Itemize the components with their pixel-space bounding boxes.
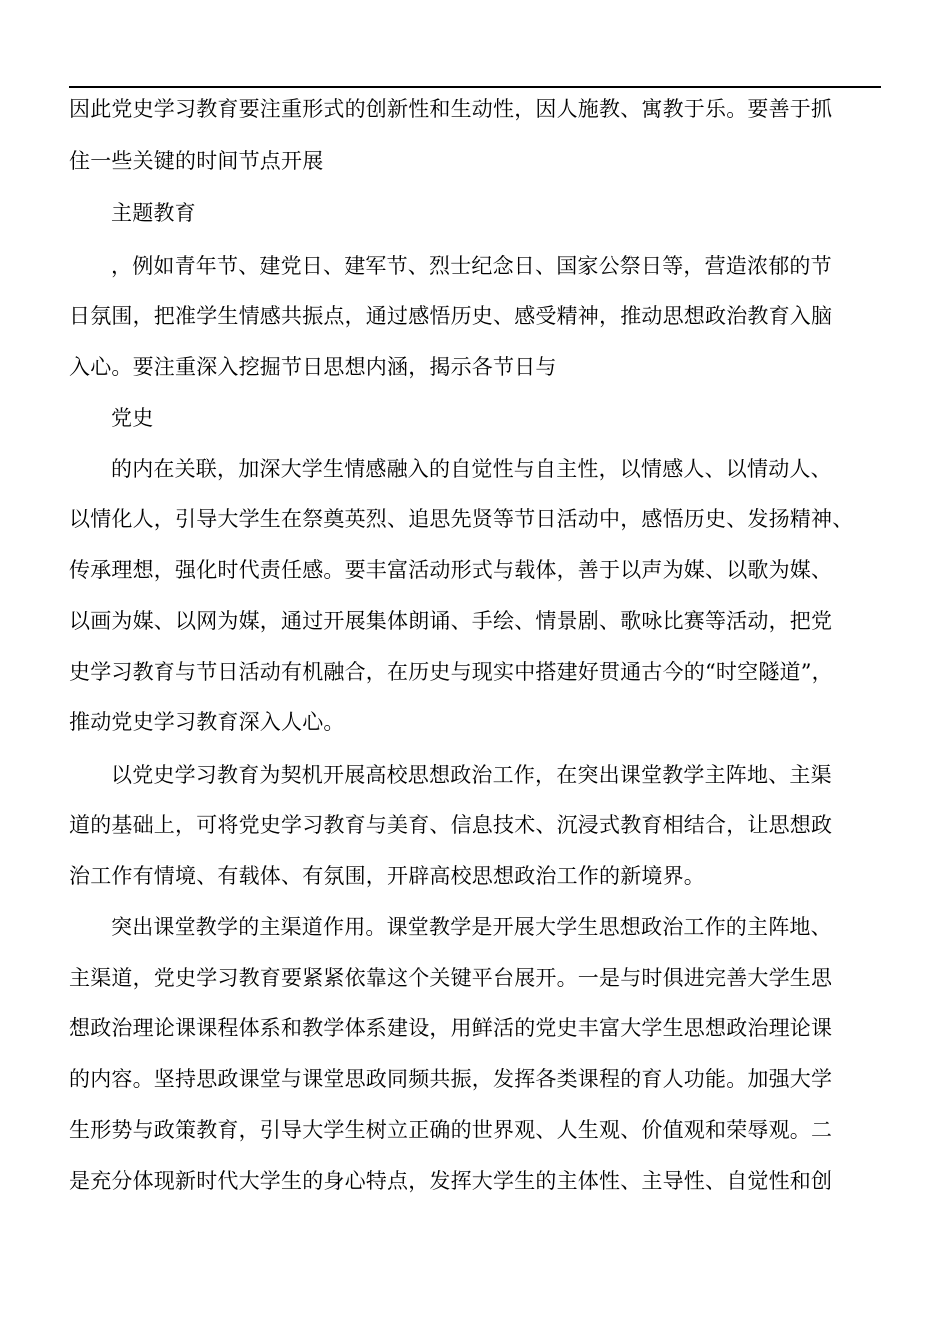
text-line: 以画为媒、以网为媒，通过开展集体朗诵、手绘、情景剧、歌咏比赛等活动，把党 xyxy=(69,609,833,633)
text-line: 生形势与政策教育，引导大学生树立正确的世界观、人生观、价值观和荣辱观。二 xyxy=(69,1118,833,1142)
text-line: 党史 xyxy=(111,406,154,430)
text-line: 突出课堂教学的主渠道作用。课堂教学是开展大学生思想政治工作的主阵地、 xyxy=(111,915,832,939)
text-line: 以情化人，引导大学生在祭奠英烈、追思先贤等节日活动中，感悟历史、发扬精神、 xyxy=(69,507,854,531)
text-line: 道的基础上，可将党史学习教育与美育、信息技术、沉浸式教育相结合，让思想政 xyxy=(69,813,833,837)
header-rule xyxy=(69,86,881,88)
text-line: 因此党史学习教育要注重形式的创新性和生动性，因人施教、寓教于乐。要善于抓 xyxy=(69,97,833,121)
text-line: 主题教育 xyxy=(111,201,196,225)
text-line: 主渠道，党史学习教育要紧紧依靠这个关键平台展开。一是与时俱进完善大学生思 xyxy=(69,966,833,990)
text-line: 的内在关联，加深大学生情感融入的自觉性与自主性，以情感人、以情动人、 xyxy=(111,457,832,481)
text-line: 治工作有情境、有载体、有氛围，开辟高校思想政治工作的新境界。 xyxy=(69,864,705,888)
text-line: 传承理想，强化时代责任感。要丰富活动形式与载体，善于以声为媒、以歌为媒、 xyxy=(69,558,833,582)
text-line: 住一些关键的时间节点开展 xyxy=(69,149,324,173)
text-line: 以党史学习教育为契机开展高校思想政治工作，在突出课堂教学主阵地、主渠 xyxy=(111,763,832,787)
text-line: 想政治理论课课程体系和教学体系建设，用鲜活的党史丰富大学生思想政治理论课 xyxy=(69,1016,833,1040)
text-line: 入心。要注重深入挖掘节日思想内涵，揭示各节日与 xyxy=(69,355,557,379)
text-line: 的内容。坚持思政课堂与课堂思政同频共振，发挥各类课程的育人功能。加强大学 xyxy=(69,1067,833,1091)
text-line: 推动党史学习教育深入人心。 xyxy=(69,710,345,734)
text-line: 史学习教育与节日活动有机融合，在历史与现实中搭建好贯通古今的“时空隧道”， xyxy=(69,660,833,684)
text-line: 是充分体现新时代大学生的身心特点，发挥大学生的主体性、主导性、自觉性和创 xyxy=(69,1169,833,1193)
text-line: ，例如青年节、建党日、建军节、烈士纪念日、国家公祭日等，营造浓郁的节 xyxy=(111,254,832,278)
text-line: 日氛围，把准学生情感共振点，通过感悟历史、感受精神，推动思想政治教育入脑 xyxy=(69,304,833,328)
